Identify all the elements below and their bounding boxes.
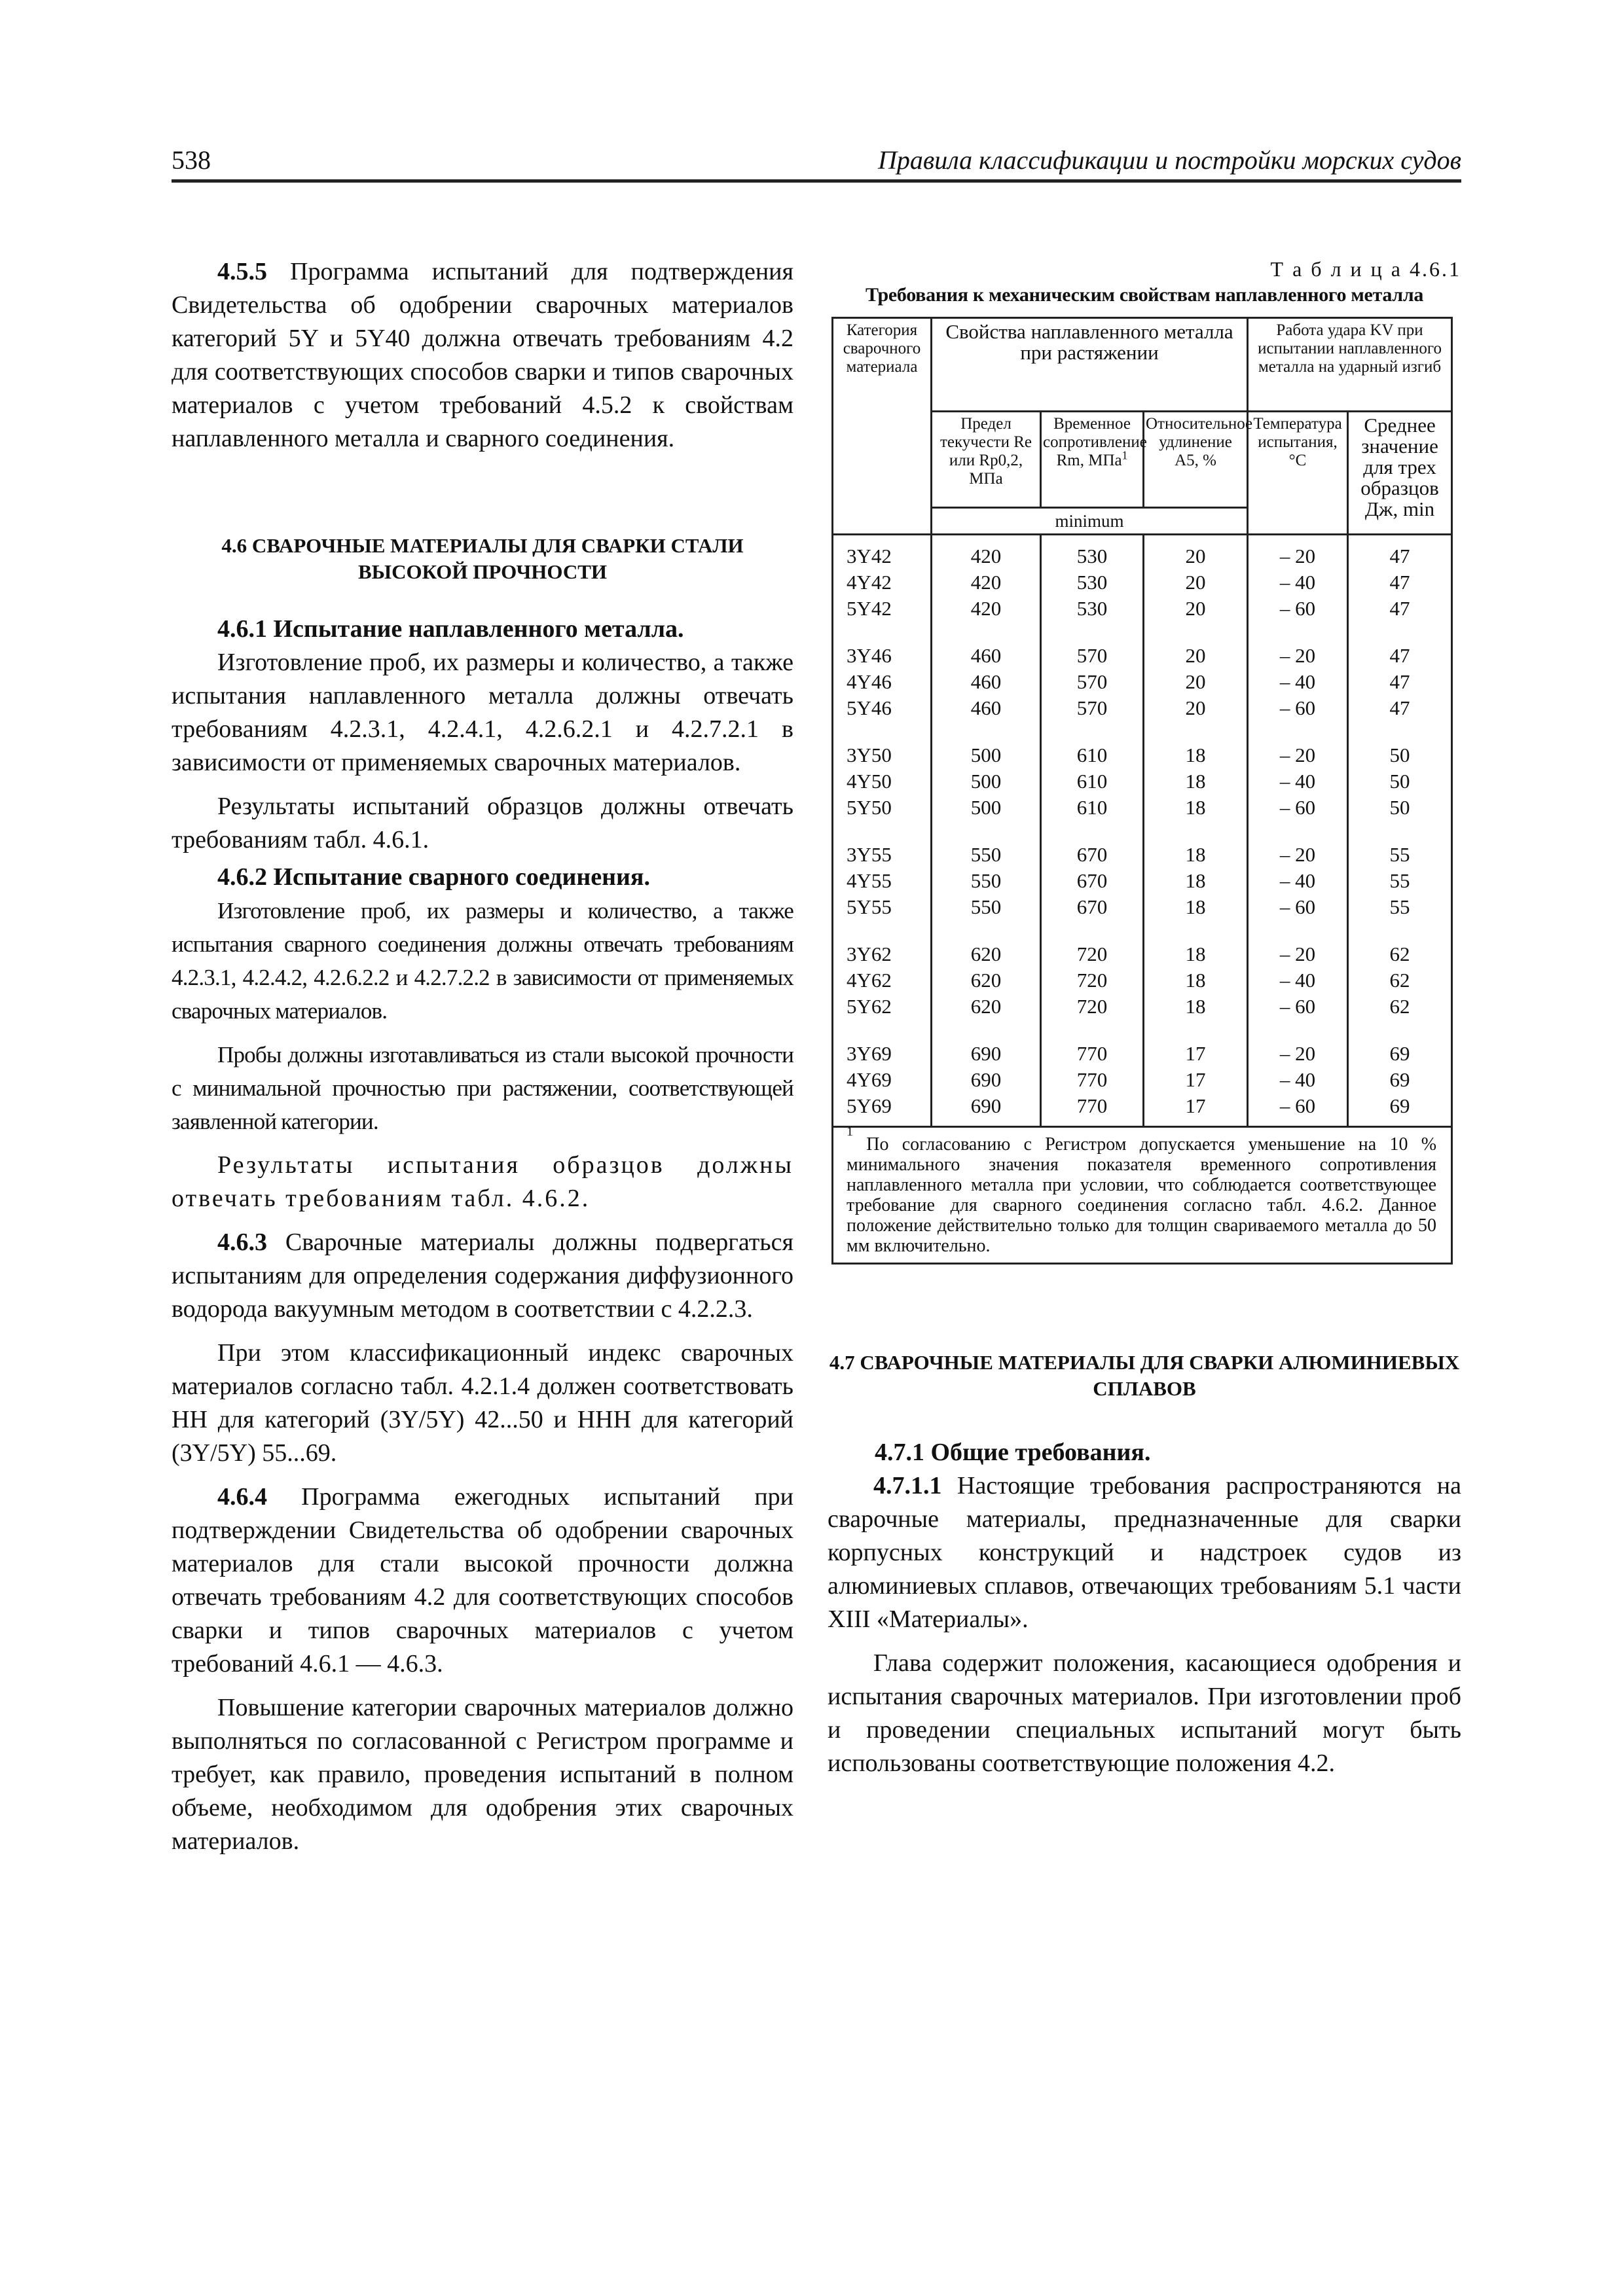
right-column xyxy=(828,255,1461,1780)
table-label: Т а б л и ц а 4.6.1 xyxy=(1270,257,1461,281)
table-group xyxy=(932,941,1040,1020)
paragraph-4-6-2-c: Результаты испытания образцов должны отвечать требованиям табл. 4.6.2. xyxy=(172,1151,793,1212)
table-group xyxy=(847,742,930,821)
table-cell-temp: – 20 xyxy=(1279,942,1316,965)
paragraph-text: Настоящие требования распространяются на сварочные материалы, предназначенные для сварки корпусных конструкций и надстроек судов из алюминиевых сплавов, отвечающих требованиям 5.1 части XIII «Материалы». xyxy=(828,1472,1461,1633)
table-group xyxy=(1042,643,1142,721)
table-cell-avg: 69 xyxy=(1389,1094,1410,1117)
table-footnote xyxy=(833,1124,1452,1264)
table-cell-cat: 5Y62 xyxy=(847,995,892,1018)
mechanical-properties-table xyxy=(831,317,1453,1265)
table-cell-elong: 18 xyxy=(1185,869,1206,892)
table-cell-yield: 420 xyxy=(970,571,1002,594)
table-cell-elong: 17 xyxy=(1185,1042,1206,1065)
table-cell-elong: 20 xyxy=(1185,644,1206,667)
table-group xyxy=(1042,842,1142,920)
clause-number: 4.6.4 xyxy=(217,1483,267,1511)
table-cell-elong: 17 xyxy=(1185,1068,1206,1091)
table-group xyxy=(1249,643,1347,721)
table-cell-yield: 460 xyxy=(970,670,1002,693)
table-cell-temp: – 40 xyxy=(1279,770,1316,793)
table-cell-cat: 4Y46 xyxy=(847,670,892,693)
table-cell-strength: 530 xyxy=(1076,571,1108,594)
table-cell-temp: – 20 xyxy=(1279,644,1316,667)
paragraph-text: Программа испытаний для подтверждения Свидетельства об одобрении сварочных материалов категорий 5Y и 5Y40 должна отвечать требованиям 4.2 для соответствующих способов сварки и типов сварочных материалов с учетом требований 4.5.2 к свойствам наплавленного металла и сварного соединения. xyxy=(172,258,793,452)
table-cell-avg: 50 xyxy=(1389,744,1410,766)
table-cell-elong: 20 xyxy=(1185,597,1206,620)
running-title: Правила классификации и постройки морских судов xyxy=(877,145,1461,175)
table-cell-yield: 420 xyxy=(970,545,1002,567)
table-cell-yield: 550 xyxy=(970,895,1002,918)
table-cell-cat: 3Y55 xyxy=(847,843,892,866)
table-cell-yield: 550 xyxy=(970,843,1002,866)
table-cell-avg: 55 xyxy=(1389,869,1410,892)
table-cell-strength: 610 xyxy=(1076,770,1108,793)
table-cell-cat: 3Y42 xyxy=(847,545,892,567)
table-cell-avg: 47 xyxy=(1389,597,1410,620)
table-cell-temp: – 20 xyxy=(1279,545,1316,567)
table-group xyxy=(1349,842,1451,920)
table-cell-cat: 3Y62 xyxy=(847,942,892,965)
page-number: 538 xyxy=(172,145,211,175)
table-cell-cat: 3Y46 xyxy=(847,644,892,667)
table-cell-avg: 55 xyxy=(1389,895,1410,918)
paragraph-text: Программа ежегодных испытаний при подтверждении Свидетельства об одобрении сварочных материалов для стали высокой прочности должна отвечать требованиям 4.2 для соответствующих способов сварки и типов сварочных материалов с учетом требований 4.6.1 — 4.6.3. xyxy=(172,1483,793,1677)
table-cell-avg: 62 xyxy=(1389,942,1410,965)
table-cell-strength: 610 xyxy=(1076,744,1108,766)
table-group xyxy=(1349,643,1451,721)
table-cell-cat: 4Y42 xyxy=(847,571,892,594)
table-cell-temp: – 20 xyxy=(1279,1042,1316,1065)
paragraph-text: Сварочные материалы должны подвергаться испытаниям для определения содержания диффузионного водорода вакуумным методом в соответствии с 4.2.2.3. xyxy=(172,1229,793,1323)
table-cell-temp: – 40 xyxy=(1279,869,1316,892)
table-cell-strength: 770 xyxy=(1076,1042,1108,1065)
table-cell-cat: 5Y50 xyxy=(847,796,892,819)
table-cell-strength: 720 xyxy=(1076,995,1108,1018)
table-group xyxy=(1249,941,1347,1020)
table-cell-avg: 55 xyxy=(1389,843,1410,866)
table-cell-avg: 62 xyxy=(1389,969,1410,992)
table-group xyxy=(932,543,1040,622)
table-cell-yield: 620 xyxy=(970,969,1002,992)
table-cell-elong: 18 xyxy=(1185,796,1206,819)
table-cell-strength: 670 xyxy=(1076,843,1108,866)
table-cell-cat: 4Y62 xyxy=(847,969,892,992)
table-group xyxy=(847,842,930,920)
table-cell-elong: 18 xyxy=(1185,843,1206,866)
table-cell-avg: 47 xyxy=(1389,670,1410,693)
table-group xyxy=(932,742,1040,821)
table-cell-yield: 500 xyxy=(970,744,1002,766)
column-temperature xyxy=(1248,535,1348,1127)
paragraph-4-6-1-a: Изготовление проб, их размеры и количество, а также испытания наплавленного металла должны отвечать требованиям 4.2.3.1, 4.2.4.1, 4.2.6.2.1 и 4.2.7.2.1 в зависимости от применяемых сварочных материалов. xyxy=(172,649,793,776)
table-cell-temp: – 60 xyxy=(1279,597,1316,620)
subsection-title-4-7-1: 4.7.1 Общие требования. xyxy=(875,1439,1151,1466)
table-group xyxy=(1042,941,1142,1020)
table-group xyxy=(847,941,930,1020)
table-group xyxy=(1144,643,1247,721)
section-title-4-6: 4.6 СВАРОЧНЫЕ МАТЕРИАЛЫ ДЛЯ СВАРКИ СТАЛИ ВЫСОКОЙ ПРОЧНОСТИ xyxy=(221,534,744,583)
paragraph-4-6-2-b: Пробы должны изготавливаться из стали высокой прочности с минимальной прочностью при растяжении, соответствующей заявленной категории. xyxy=(172,1042,793,1134)
paragraph-4-7-1-1-b: Глава содержит положения, касающиеся одобрения и испытания сварочных материалов. При изготовлении проб и проведении специальных испытаний могут быть использованы соответствующие положения 4.2. xyxy=(828,1649,1461,1777)
table-cell-temp: – 60 xyxy=(1279,696,1316,719)
header-average-value: Среднее значение для трех образцов Дж, min xyxy=(1348,412,1452,535)
table-cell-strength: 770 xyxy=(1076,1094,1108,1117)
subsection-title-4-6-2: 4.6.2 Испытание сварного соединения. xyxy=(217,863,650,891)
table-group xyxy=(1349,941,1451,1020)
table-group xyxy=(1144,842,1247,920)
tensile-strength-text: Временное сопротивление Rm, МПа xyxy=(1043,415,1147,469)
table-cell-strength: 570 xyxy=(1076,696,1108,719)
table-cell-temp: – 20 xyxy=(1279,744,1316,766)
table-body-row xyxy=(833,535,1452,1127)
table-cell-yield: 500 xyxy=(970,770,1002,793)
table-cell-yield: 420 xyxy=(970,597,1002,620)
table-cell-strength: 770 xyxy=(1076,1068,1108,1091)
table-cell-strength: 720 xyxy=(1076,969,1108,992)
table-cell-temp: – 40 xyxy=(1279,670,1316,693)
table-cell-yield: 690 xyxy=(970,1068,1002,1091)
table-cell-strength: 530 xyxy=(1076,545,1108,567)
page-header xyxy=(172,145,1461,183)
table-cell-cat: 4Y50 xyxy=(847,770,892,793)
table-group xyxy=(1042,543,1142,622)
header-elongation: Относительное удлинение A5, % xyxy=(1144,412,1248,508)
table-cell-temp: – 20 xyxy=(1279,843,1316,866)
impact-header-text: Работа удара KV при испытании наплавленного металла на ударный изгиб xyxy=(1258,321,1442,376)
paragraph-4-5-5 xyxy=(172,255,793,456)
table-group xyxy=(847,643,930,721)
paragraph-4-7-1-1 xyxy=(828,1469,1461,1636)
table-cell-cat: 5Y46 xyxy=(847,696,892,719)
table-cell-elong: 20 xyxy=(1185,571,1206,594)
header-tensile-strength xyxy=(1041,412,1147,508)
table-cell-elong: 18 xyxy=(1185,770,1206,793)
table-cell-avg: 47 xyxy=(1389,571,1410,594)
column-category xyxy=(833,535,932,1127)
table-cell-avg: 62 xyxy=(1389,995,1410,1018)
table-cell-elong: 20 xyxy=(1185,696,1206,719)
table-group xyxy=(1249,742,1347,821)
column-yield xyxy=(932,535,1041,1127)
table-cell-avg: 47 xyxy=(1389,696,1410,719)
table-cell-yield: 460 xyxy=(970,644,1002,667)
paragraph-4-6-3-b: При этом классификационный индекс сварочных материалов согласно табл. 4.2.1.4 должен соответствовать НН для категорий (3Y/5Y) 42...50 и ННН для категорий (3Y/5Y) 55...69. xyxy=(172,1339,793,1467)
table-group xyxy=(847,543,930,622)
table-cell-temp: – 60 xyxy=(1279,895,1316,918)
table-group xyxy=(1349,543,1451,622)
table-cell-strength: 720 xyxy=(1076,942,1108,965)
table-group xyxy=(1249,1041,1347,1119)
table-group xyxy=(1144,1041,1247,1119)
table-cell-cat: 5Y42 xyxy=(847,597,892,620)
table-cell-elong: 18 xyxy=(1185,744,1206,766)
table-cell-cat: 4Y69 xyxy=(847,1068,892,1091)
table-cell-temp: – 40 xyxy=(1279,571,1316,594)
table-group xyxy=(1249,543,1347,622)
paragraph-4-6-3 xyxy=(172,1226,793,1326)
table-cell-cat: 4Y55 xyxy=(847,869,892,892)
header-impact-energy xyxy=(1248,318,1452,412)
table-cell-cat: 5Y55 xyxy=(847,895,892,918)
table-cell-yield: 620 xyxy=(970,995,1002,1018)
table-group xyxy=(932,1041,1040,1119)
table-cell-elong: 18 xyxy=(1185,969,1206,992)
table-group xyxy=(1349,1041,1451,1119)
table-cell-yield: 460 xyxy=(970,696,1002,719)
table-group xyxy=(932,842,1040,920)
table-group xyxy=(847,1041,930,1119)
table-cell-cat: 3Y50 xyxy=(847,744,892,766)
table-cell-strength: 530 xyxy=(1076,597,1108,620)
table-group xyxy=(932,643,1040,721)
table-cell-yield: 690 xyxy=(970,1094,1002,1117)
table-cell-avg: 50 xyxy=(1389,796,1410,819)
table-cell-elong: 18 xyxy=(1185,995,1206,1018)
table-cell-temp: – 60 xyxy=(1279,796,1316,819)
table-cell-yield: 500 xyxy=(970,796,1002,819)
table-group xyxy=(1249,842,1347,920)
table-group xyxy=(1144,543,1247,622)
clause-number: 4.6.3 xyxy=(217,1229,267,1256)
table-cell-elong: 18 xyxy=(1185,895,1206,918)
paragraph-4-6-4 xyxy=(172,1480,793,1681)
table-cell-avg: 69 xyxy=(1389,1068,1410,1091)
table-cell-avg: 47 xyxy=(1389,644,1410,667)
column-strength xyxy=(1041,535,1144,1127)
table-cell-temp: – 60 xyxy=(1279,995,1316,1018)
table-cell-strength: 670 xyxy=(1076,869,1108,892)
table-cell-strength: 570 xyxy=(1076,644,1108,667)
table-cell-yield: 690 xyxy=(970,1042,1002,1065)
footnote-ref: 1 xyxy=(1122,448,1128,462)
header-category: Категория сварочного материала xyxy=(833,318,932,535)
table-cell-yield: 550 xyxy=(970,869,1002,892)
footnote-mark: 1 xyxy=(847,1124,853,1139)
paragraph-4-6-2-a: Изготовление проб, их размеры и количество, а также испытания сварного соединения должны отвечать требованиям 4.2.3.1, 4.2.4.2, 4.2.6.2.2 и 4.2.7.2.2 в зависимости от применяемых сварочных материалов. xyxy=(172,898,793,1024)
column-elongation xyxy=(1144,535,1248,1127)
table-cell-avg: 47 xyxy=(1389,545,1410,567)
table-cell-elong: 20 xyxy=(1185,545,1206,567)
section-title-4-7: 4.7 СВАРОЧНЫЕ МАТЕРИАЛЫ ДЛЯ СВАРКИ АЛЮМИНИЕВЫХ СПЛАВОВ xyxy=(829,1351,1460,1400)
table-group xyxy=(1144,941,1247,1020)
table-cell-elong: 20 xyxy=(1185,670,1206,693)
paragraph-4-6-1-b: Результаты испытаний образцов должны отвечать требованиям табл. 4.6.1. xyxy=(172,793,793,853)
header-tensile-properties: Свойства наплавленного металла при растяжении xyxy=(932,318,1248,412)
table-cell-strength: 570 xyxy=(1076,670,1108,693)
table-cell-cat: 5Y69 xyxy=(847,1094,892,1117)
table-cell-avg: 50 xyxy=(1389,770,1410,793)
table-cell-strength: 610 xyxy=(1076,796,1108,819)
header-test-temperature: Температура испытания, °C xyxy=(1248,412,1348,535)
column-average xyxy=(1348,535,1452,1127)
table-cell-yield: 620 xyxy=(970,942,1002,965)
table-group xyxy=(1144,742,1247,821)
header-yield-strength: Предел текучести Re или Rp0,2, МПа xyxy=(932,412,1041,508)
clause-number: 4.7.1.1 xyxy=(873,1472,942,1499)
subsection-title-4-6-1: 4.6.1 Испытание наплавленного металла. xyxy=(217,615,684,643)
left-column xyxy=(172,255,793,1858)
table-cell-cat: 3Y69 xyxy=(847,1042,892,1065)
table-cell-temp: – 40 xyxy=(1279,969,1316,992)
table-group xyxy=(1349,742,1451,821)
header-minimum: minimum xyxy=(932,508,1248,535)
table-cell-strength: 670 xyxy=(1076,895,1108,918)
clause-number: 4.5.5 xyxy=(217,258,267,285)
table-group xyxy=(1042,742,1142,821)
table-cell-temp: – 60 xyxy=(1279,1094,1316,1117)
table-cell-elong: 18 xyxy=(1185,942,1206,965)
table-cell-temp: – 40 xyxy=(1279,1068,1316,1091)
footnote-text: По согласованию с Регистром допускается уменьшение на 10 % минимального значения показателя временного сопротивления наплавленного металла при условии, что соблюдается соответствующее требование для сварного соединения согласно табл. 4.6.2. Данное положение действительно только для толщин свариваемого металла до 50 мм включительно. xyxy=(847,1134,1437,1256)
table-cell-avg: 69 xyxy=(1389,1042,1410,1065)
paragraph-4-6-4-b: Повышение категории сварочных материалов должно выполняться по согласованной с Регистром программе и требует, как правило, проведения испытаний в полном объеме, необходимом для одобрения этих сварочных материалов. xyxy=(172,1694,793,1855)
table-group xyxy=(1042,1041,1142,1119)
table-title: Требования к механическим свойствам наплавленного металла xyxy=(865,284,1424,306)
table-cell-elong: 17 xyxy=(1185,1094,1206,1117)
